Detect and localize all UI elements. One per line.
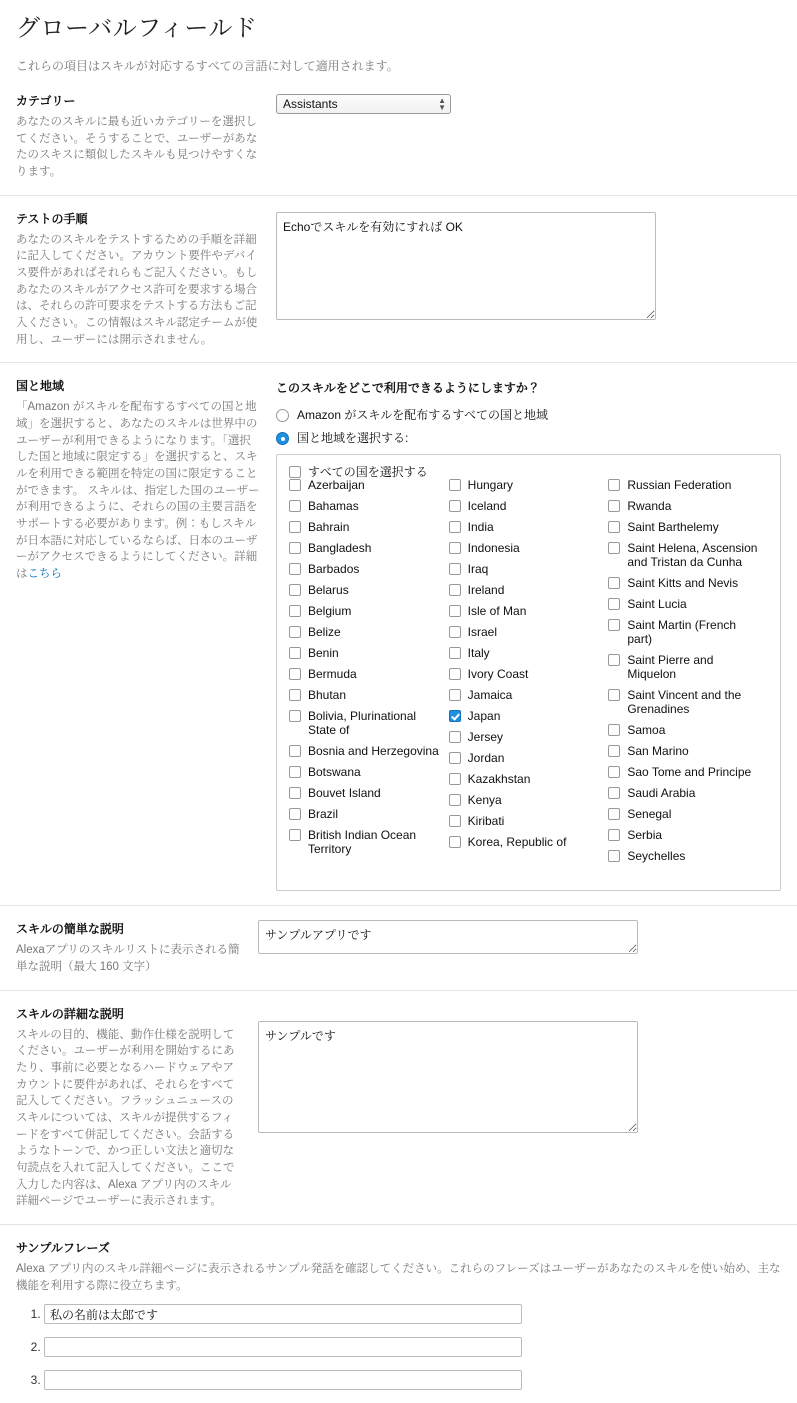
radio-all-countries-label: Amazon がスキルを配布するすべての国と地域 [297,408,548,423]
country-checkbox-row[interactable] [608,786,760,800]
country-columns [277,478,780,892]
country-checkbox-row[interactable] [608,723,760,737]
country-label: Italy [467,646,490,661]
country-checkbox-row[interactable] [289,667,441,681]
radio-select-countries-icon[interactable] [276,432,289,445]
country-label: Rwanda [627,499,672,514]
country-checkbox-row[interactable] [449,688,601,702]
short-description-left [16,920,258,975]
country-label: Israel [467,625,498,640]
country-checkbox[interactable] [289,563,301,575]
country-checkbox-row[interactable] [289,688,441,702]
country-checkbox-row[interactable] [289,765,441,779]
country-checkbox[interactable] [608,542,620,554]
country-checkbox[interactable] [608,689,620,701]
country-checkbox[interactable] [289,584,301,596]
country-checkbox[interactable] [449,626,461,638]
country-checkbox[interactable] [608,829,620,841]
country-label: British Indian Ocean Territory [308,828,417,857]
long-description-textarea[interactable] [258,1021,638,1133]
country-checkbox-row[interactable] [289,541,441,555]
category-right [276,92,781,181]
country-label: Bolivia, Plurinational State of [308,709,417,738]
country-checkbox-row[interactable] [608,828,760,842]
sample-phrase-input-3[interactable] [44,1370,522,1390]
country-checkbox[interactable] [449,752,461,764]
long-description-left [16,1005,258,1210]
country-label: Russian Federation [627,478,732,493]
country-checkbox[interactable] [449,584,461,596]
country-label: Saint Vincent and the Grenadines [627,688,742,717]
short-description-right [258,920,781,975]
country-checkbox[interactable] [608,745,620,757]
country-checkbox[interactable] [449,836,461,848]
country-checkbox[interactable] [289,542,301,554]
country-checkbox[interactable] [608,787,620,799]
countries-help [16,399,260,582]
countries-section [0,377,797,891]
sample-phrase-item [44,1337,781,1357]
country-label: Bermuda [308,667,357,682]
country-label: Jordan [467,751,505,766]
country-checkbox[interactable] [608,654,620,666]
divider-5 [0,1224,797,1225]
radio-all-countries-icon[interactable] [276,409,289,422]
country-checkbox[interactable] [289,605,301,617]
country-label: Kiribati [467,814,505,829]
category-select[interactable] [276,94,451,114]
divider-3 [0,905,797,906]
country-checkbox[interactable] [449,668,461,680]
country-checkbox-row[interactable] [608,807,760,821]
country-label: Saint Lucia [627,597,687,612]
country-label: Belize [308,625,341,640]
country-label: Bouvet Island [308,786,381,801]
select-all-checkbox[interactable] [289,466,301,478]
country-checkbox[interactable] [449,773,461,785]
country-checkbox[interactable] [608,766,620,778]
country-checkbox-row[interactable] [449,478,601,492]
country-label: Bosnia and Herzegovina [308,744,439,759]
category-help: あなたのスキルに最も近いカテゴリーを選択してください。そうすることで、ユーザーがあなたのスキスに類似したスキルも見つけやすくなります。 [16,116,258,179]
country-label: Jamaica [467,688,513,703]
divider-4 [0,990,797,991]
country-label: Jersey [467,730,504,745]
country-checkbox[interactable] [289,808,301,820]
country-checkbox-row[interactable] [289,583,441,597]
testing-instructions-right [276,210,781,349]
country-list-box[interactable] [276,454,781,891]
country-label: Brazil [308,807,339,822]
testing-instructions-textarea[interactable] [276,212,656,320]
country-label: India [467,520,494,535]
country-label: Isle of Man [467,604,527,619]
sample-phrase-input-1[interactable] [44,1304,522,1324]
country-checkbox-row[interactable] [449,793,601,807]
country-checkbox[interactable] [449,710,461,722]
country-checkbox-row[interactable] [449,730,601,744]
country-label: Bhutan [308,688,347,703]
country-checkbox-row[interactable] [289,604,441,618]
country-label: Senegal [627,807,672,822]
country-checkbox[interactable] [289,668,301,680]
country-checkbox-row[interactable] [289,786,441,800]
country-checkbox[interactable] [449,542,461,554]
country-checkbox[interactable] [289,521,301,533]
sample-phrase-input-wrap [44,1337,522,1357]
country-checkbox[interactable] [608,479,620,491]
country-checkbox-row[interactable] [289,499,441,513]
select-all-checkbox-row[interactable] [289,465,768,479]
country-checkbox-row[interactable] [608,576,760,590]
short-description-help: Alexaアプリのスキルリストに表示される簡単な説明（最大 160 文字） [16,944,240,974]
country-label: Japan [467,709,501,724]
country-checkbox-row[interactable] [449,583,601,597]
country-label: Belarus [308,583,349,598]
country-checkbox[interactable] [608,808,620,820]
country-checkbox-row[interactable] [289,807,441,821]
country-label: Hungary [467,478,514,493]
country-checkbox-row[interactable] [608,520,760,534]
radio-select-countries[interactable] [276,431,781,445]
countries-help-text: 「Amazon がスキルを配布するすべての国と地域」を選択すると、あなたのスキルは世界中のユーザーが利用できるようになります。「選択した国と地域に限定する」を選択すると、スキルを利用できる範囲を特定の国に限定することができます。 スキルは、指定した国のユーザーが利用できるように、それらの国の主要言語をサポートする必要があります。例：もしスキルが日本語に対応しているならば、日本のユーザーがアクセスできるようにしてください。詳細は [16,401,260,581]
country-checkbox-row[interactable] [608,744,760,758]
country-label: Iceland [467,499,507,514]
long-description-help: スキルの目的、機能、動作仕様を説明してください。ユーザーが利用を開始するにあたり、事前に必要となるハードウェアやアカウントに要件があれば、それらをすべて記入してください。フラッシュニュースのスキルについては、スキルが提供するフィードをすべて併記してください。会話するようなトーンで、かつ正しい文法と適切な句読点を入れて記入してください。ここで入力した内容は、Alexa アプリ内のスキル詳細ページでユーザーに表示されます。 [16,1028,235,1208]
country-label: Kazakhstan [467,772,531,787]
country-checkbox-row[interactable] [449,835,601,849]
country-checkbox[interactable] [608,619,620,631]
countries-left [16,377,276,891]
country-column-2 [449,478,609,892]
country-label: Serbia [627,828,663,843]
country-checkbox[interactable] [289,829,301,841]
country-label: Azerbaijan [308,478,365,493]
country-label: Indonesia [467,541,520,556]
long-description-section [0,1005,797,1210]
country-checkbox[interactable] [289,745,301,757]
long-description-label: スキルの詳細な説明 [16,1006,124,1021]
country-checkbox[interactable] [608,577,620,589]
country-checkbox-row[interactable] [449,772,601,786]
country-checkbox-row[interactable] [608,541,760,569]
country-checkbox[interactable] [449,815,461,827]
country-checkbox-row[interactable] [608,765,760,779]
countries-help-link[interactable]: こちら [27,568,62,581]
sample-phrase-item [44,1370,781,1390]
country-checkbox-row[interactable] [608,849,760,863]
country-label: Ireland [467,583,505,598]
country-checkbox-row[interactable] [449,751,601,765]
country-label: Iraq [467,562,489,577]
testing-instructions-section [0,210,797,349]
country-checkbox-row[interactable] [289,646,441,660]
country-label: Saint Martin (French part) [627,618,737,647]
country-checkbox[interactable] [289,787,301,799]
testing-instructions-help: あなたのスキルをテストするための手順を詳細に記入してください。アカウント要件やデバイス要件があればそれらもご記入ください。もしあなたのスキルがアクセス許可を要求する場合は、それらの許可要求をテストする方法もご記入ください。この情報はスキル認定チームが使用し、ユーザーには開示されません。 [16,233,258,346]
country-checkbox[interactable] [449,605,461,617]
country-label: Saudi Arabia [627,786,696,801]
page-subtitle: これらの項目はスキルが対応するすべての言語に対して適用されます。 [16,59,399,73]
country-checkbox[interactable] [289,626,301,638]
country-checkbox-row[interactable] [289,562,441,576]
country-checkbox-row[interactable] [449,814,601,828]
countries-right [276,377,781,891]
country-checkbox-row[interactable] [608,688,760,716]
country-checkbox[interactable] [449,794,461,806]
country-label: Ivory Coast [467,667,529,682]
countries-question: このスキルをどこで利用できるようにしますか？ [276,381,540,396]
country-checkbox-row[interactable] [608,478,760,492]
country-checkbox[interactable] [289,689,301,701]
country-column-3 [608,478,768,892]
country-checkbox-row[interactable] [449,646,601,660]
select-all-label: すべての国を選択する [308,465,428,480]
country-checkbox[interactable] [289,710,301,722]
sample-phrase-input-wrap [44,1370,522,1390]
country-label: Seychelles [627,849,686,864]
country-checkbox[interactable] [289,479,301,491]
country-label: Benin [308,646,339,661]
country-checkbox-row[interactable] [608,618,760,646]
country-label: Saint Pierre and Miquelon [627,653,714,682]
short-description-label: スキルの簡単な説明 [16,922,124,937]
page-title: グローバルフィールド [16,15,258,42]
country-checkbox[interactable] [449,479,461,491]
country-checkbox[interactable] [289,766,301,778]
sample-phrases-list [0,1304,797,1390]
countries-label: 国と地域 [16,379,65,394]
country-checkbox[interactable] [449,647,461,659]
country-checkbox-row[interactable] [608,499,760,513]
divider-1 [0,195,797,196]
country-checkbox-row[interactable] [608,597,760,611]
country-checkbox[interactable] [608,724,620,736]
country-label: Bangladesh [308,541,372,556]
category-select-wrap [276,94,451,114]
country-label: Barbados [308,562,360,577]
country-label: Bahrain [308,520,350,535]
country-checkbox[interactable] [449,500,461,512]
country-checkbox[interactable] [608,598,620,610]
country-checkbox-row[interactable] [289,520,441,534]
short-description-section [0,920,797,975]
country-checkbox-row[interactable] [449,709,601,723]
divider-2 [0,362,797,363]
testing-instructions-label: テストの手順 [16,211,88,226]
country-label: Kenya [467,793,502,808]
category-section [0,92,797,181]
country-checkbox-row[interactable] [449,499,601,513]
country-label: Sao Tome and Principe [627,765,752,780]
long-description-right [258,1005,781,1210]
short-description-textarea[interactable] [258,920,638,954]
chevron-updown-icon: ▲ ▼ [438,96,446,112]
country-label: Belgium [308,604,352,619]
testing-instructions-left [16,210,276,349]
sample-phrase-input-2[interactable] [44,1337,522,1357]
country-label: Samoa [627,723,666,738]
country-checkbox-row[interactable] [449,541,601,555]
sample-phrases-help: Alexa アプリ内のスキル詳細ページに表示されるサンプル発話を確認してください。これらのフレーズはユーザーがあなたのスキルを使い始め、主な機能を利用する際に役立ちます。 [16,1263,781,1292]
country-checkbox-row[interactable] [449,604,601,618]
country-checkbox[interactable] [449,521,461,533]
sample-phrase-item [44,1304,781,1324]
country-checkbox-row[interactable] [289,625,441,639]
country-checkbox-row[interactable] [289,828,441,856]
country-label: Korea, Republic of [467,835,567,850]
country-checkbox-row[interactable] [449,667,601,681]
country-checkbox[interactable] [289,647,301,659]
radio-all-countries[interactable] [276,408,781,422]
country-checkbox[interactable] [449,563,461,575]
country-checkbox-row[interactable] [449,562,601,576]
country-checkbox[interactable] [608,850,620,862]
country-label: Saint Helena, Ascension and Tristan da Cunha [627,541,758,570]
country-checkbox[interactable] [608,521,620,533]
sample-phrases-section [0,1239,797,1256]
country-label: Botswana [308,765,361,780]
country-label: Saint Kitts and Nevis [627,576,739,591]
country-checkbox[interactable] [449,689,461,701]
category-left [16,92,276,181]
country-checkbox-row[interactable] [289,744,441,758]
country-checkbox[interactable] [289,500,301,512]
sample-phrases-label: サンプルフレーズ [16,1241,110,1256]
sample-phrase-input-wrap [44,1304,522,1324]
country-checkbox-row[interactable] [449,520,601,534]
country-checkbox[interactable] [608,500,620,512]
country-checkbox-row[interactable] [289,478,441,492]
category-label: カテゴリー [16,94,76,108]
country-checkbox-row[interactable] [449,625,601,639]
country-column-1 [289,478,449,892]
country-checkbox-row[interactable] [608,653,760,681]
country-checkbox-row[interactable] [289,709,441,737]
country-label: Bahamas [308,499,359,514]
country-checkbox[interactable] [449,731,461,743]
radio-select-countries-label: 国と地域を選択する: [297,431,409,446]
country-label: Saint Barthelemy [627,520,719,535]
country-label: San Marino [627,744,689,759]
